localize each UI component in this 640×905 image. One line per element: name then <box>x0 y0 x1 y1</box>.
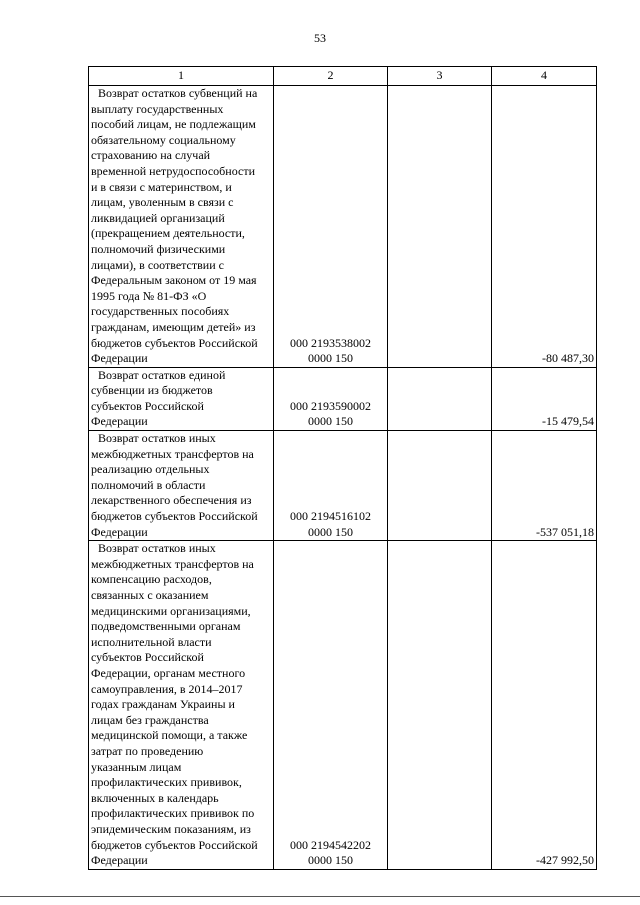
row-name-line: лекарственного обеспечения из <box>91 493 252 508</box>
row-name-line: профилактических прививок по <box>91 806 255 821</box>
row-name-line: пособий лицам, не подлежащим <box>91 117 256 132</box>
row-code-cell <box>274 86 388 368</box>
row-code-line: 000 2194516102 <box>290 509 371 524</box>
row-code-line: 0000 150 <box>308 351 353 366</box>
row-name-line: гражданам, имеющим детей» из <box>91 319 256 334</box>
row-name-line: Возврат остатков субвенций на <box>98 86 258 100</box>
row-name-line: лицам, уволенным в связи с <box>91 195 234 210</box>
row-name-line: бюджетов субъектов Российской <box>91 509 258 524</box>
row-col3-cell <box>388 86 492 368</box>
row-name-line: 1995 года № 81-ФЗ «О <box>91 288 207 303</box>
row-name-line: подведомственными органам <box>91 619 241 634</box>
row-name-line: реализацию отдельных <box>91 462 210 477</box>
row-name-line: лицами), в соответствии с <box>91 257 224 272</box>
row-name-cell <box>89 86 274 368</box>
row-name-line: Федеральным законом от 19 мая <box>91 273 257 288</box>
row-name-line: временной нетрудоспособности <box>91 163 255 178</box>
table-row <box>89 86 597 368</box>
row-name-line: Возврат остатков единой <box>98 367 226 382</box>
row-name-line: лицам без гражданства <box>91 712 209 727</box>
column-header-4: 4 <box>492 67 597 86</box>
row-amount-cell: -80 487,30 <box>492 86 597 368</box>
row-name-line: субъектов Российской <box>91 650 204 665</box>
row-name-line: Федерации, органам местного <box>91 665 246 680</box>
row-name-line: самоуправления, в 2014–2017 <box>91 681 243 696</box>
row-col3-cell <box>388 541 492 869</box>
row-name-line: межбюджетных трансфертов на <box>91 556 254 571</box>
row-name-line: указанным лицам <box>91 759 182 774</box>
table-row <box>89 541 597 869</box>
row-name-line: эпидемическим показаниям, из <box>91 821 251 836</box>
row-name-line: субвенции из бюджетов <box>91 383 213 398</box>
row-name-line: межбюджетных трансфертов на <box>91 446 254 461</box>
row-name-line: Федерации <box>91 351 148 366</box>
row-code-cell <box>274 431 388 541</box>
row-code-line: 000 2193538002 <box>290 335 371 350</box>
table-row <box>89 367 597 430</box>
row-code-line: 000 2194542202 <box>290 837 371 852</box>
row-name-cell <box>89 431 274 541</box>
row-name-line: субъектов Российской <box>91 398 204 413</box>
row-name-line: включенных в календарь <box>91 790 219 805</box>
row-col3-cell <box>388 431 492 541</box>
row-name-line: медицинскими организациями, <box>91 603 251 618</box>
budget-table <box>88 66 597 870</box>
row-name-line: ликвидацией организаций <box>91 210 225 225</box>
row-name-line: полномочий физическими <box>91 241 226 256</box>
table-row <box>89 431 597 541</box>
page-number: 53 <box>314 31 326 45</box>
row-code-cell <box>274 367 388 430</box>
row-name-line: и в связи с материнством, и <box>91 179 232 194</box>
row-name-line: Федерации <box>91 414 148 429</box>
row-name-line: Возврат остатков иных <box>98 541 216 556</box>
row-name-line: исполнительной власти <box>91 634 212 649</box>
row-code-line: 000 2193590002 <box>290 398 371 413</box>
column-header-3: 3 <box>388 67 492 86</box>
row-name-cell <box>89 541 274 869</box>
row-name-line: Федерации <box>91 853 148 868</box>
row-name-line: бюджетов субъектов Российской <box>91 335 258 350</box>
row-name-line: полномочий в области <box>91 477 206 492</box>
row-name-line: компенсацию расходов, <box>91 572 212 587</box>
row-code-line: 0000 150 <box>308 414 353 429</box>
bottom-divider <box>0 896 640 897</box>
row-amount-cell: -15 479,54 <box>492 367 597 430</box>
row-name-line: медицинской помощи, а также <box>91 728 248 743</box>
row-name-line: годах гражданам Украины и <box>91 697 235 712</box>
row-name-line: профилактических прививок, <box>91 775 242 790</box>
row-amount-cell: -427 992,50 <box>492 541 597 869</box>
table-body <box>89 86 597 870</box>
row-col3-cell <box>388 367 492 430</box>
row-code-line: 0000 150 <box>308 524 353 539</box>
row-name-line: выплату государственных <box>91 101 224 116</box>
row-name-line: затрат по проведению <box>91 743 204 758</box>
table-header-row <box>89 67 597 86</box>
row-name-line: Возврат остатков иных <box>98 431 216 446</box>
row-amount-cell: -537 051,18 <box>492 431 597 541</box>
row-name-line: бюджетов субъектов Российской <box>91 837 258 852</box>
row-name-cell <box>89 367 274 430</box>
row-name-line: государственных пособиях <box>91 304 230 319</box>
row-name-line: Федерации <box>91 524 148 539</box>
row-name-line: страхованию на случай <box>91 148 211 163</box>
column-header-2: 2 <box>274 67 388 86</box>
row-name-line: связанных с оказанием <box>91 588 209 602</box>
column-header-1: 1 <box>89 67 274 86</box>
row-name-line: (прекращением деятельности, <box>91 226 245 241</box>
row-code-line: 0000 150 <box>308 853 353 868</box>
row-name-line: обязательному социальному <box>91 132 236 147</box>
row-code-cell <box>274 541 388 869</box>
